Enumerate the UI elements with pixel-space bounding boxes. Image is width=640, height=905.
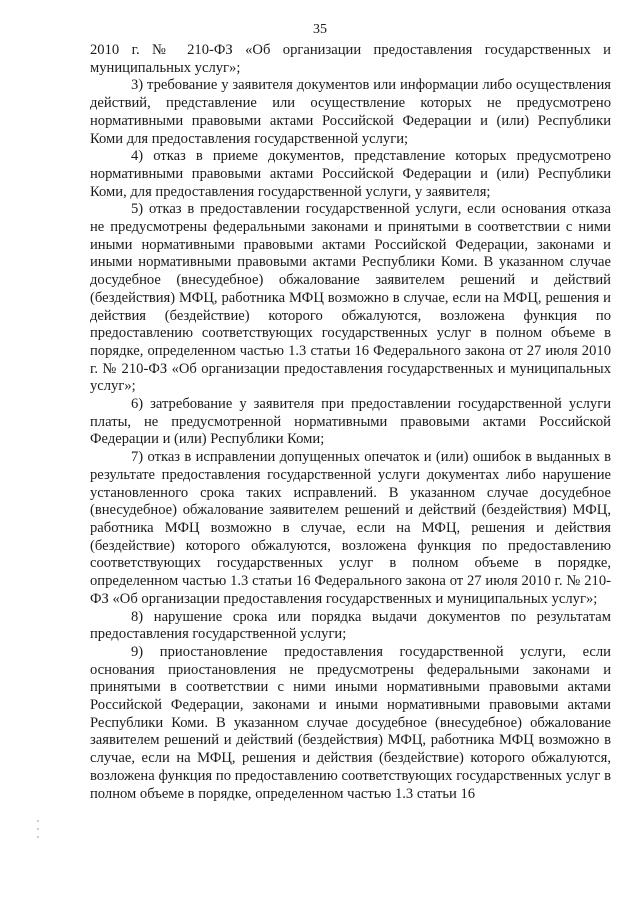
list-item-3: 3) требование у заявителя документов или информации либо осуществления действий, представление или осуществление которых не предусмотрено нормативными правовыми актами Российской Федерации и (или) Республики Коми для предоставления государственной услуги; xyxy=(90,77,611,147)
list-item-6: 6) затребование у заявителя при предоставлении государственной услуги платы, не предусмотренной нормативными правовыми актами Российской Федерации и (или) Республики Коми; xyxy=(90,396,611,448)
list-item-4: 4) отказ в приеме документов, представление которых предусмотрено нормативными правовыми актами Российской Федерации и (или) Республики Коми, для предоставления государственной услуги, у заявителя; xyxy=(90,148,611,200)
page-body xyxy=(90,42,611,803)
paragraph-continuation: 2010 г. № 210-ФЗ «Об организации предоставления государственных и муниципальных услуг»; xyxy=(90,42,611,76)
list-item-9: 9) приостановление предоставления государственной услуги, если основания приостановления не предусмотрены федеральными законами и принятыми в соответствии с ними иными нормативными правовыми актами Российской Федерации, законами и иными нормативными правовыми актами Республики Коми. В указанном случае досудебное (внесудебное) обжалование заявителем решений и действий (бездействия) МФЦ, работника МФЦ возможно в случае, если на МФЦ, решения и действия (бездействие) которого обжалуются, возложена функция по предоставлению соответствующих государственных услуг в полном объеме в порядке, определенном частью 1.3 статьи 16 xyxy=(90,643,611,802)
list-item-7: 7) отказ в исправлении допущенных опечаток и (или) ошибок в выданных в результате предоставления государственной услуги документах либо нарушение установленного срока таких исправлений. В указанном случае досудебное (внесудебное) обжалование заявителем решений и действий (бездействия) МФЦ, работника МФЦ возможно в случае, если на МФЦ, решения и действия (бездействие) которого обжалуются, возложена функция по предоставлению соответствующих государственных услуг в полном объеме в порядке, определенном частью 1.3 статьи 16 Федерального закона от 27 июля 2010 г. № 210-ФЗ «Об организации предоставления государственных и муниципальных услуг»; xyxy=(90,449,611,607)
scan-mark xyxy=(37,836,39,838)
page-number: 35 xyxy=(313,22,327,37)
scan-mark xyxy=(37,828,39,830)
list-item-5: 5) отказ в предоставлении государственной услуги, если основания отказа не предусмотрены федеральными законами и принятыми в соответствии с ними иными нормативными правовыми актами Российской Федерации, законами и иными нормативными правовыми актами Республики Коми. В указанном случае досудебное (внесудебное) обжалование заявителем решений и действий (бездействия) МФЦ, работника МФЦ возможно в случае, если на МФЦ, решения и действия (бездействие) которого обжалуются, возложена функция по предоставлению соответствующих государственных услуг в полном объеме в порядке, определенном частью 1.3 статьи 16 Федерального закона от 27 июля 2010 г. № 210-ФЗ «Об организации предоставления государственных и муниципальных услуг»; xyxy=(90,201,611,395)
scan-mark xyxy=(37,820,39,822)
list-item-8: 8) нарушение срока или порядка выдачи документов по результатам предоставления государственной услуги; xyxy=(90,608,611,643)
